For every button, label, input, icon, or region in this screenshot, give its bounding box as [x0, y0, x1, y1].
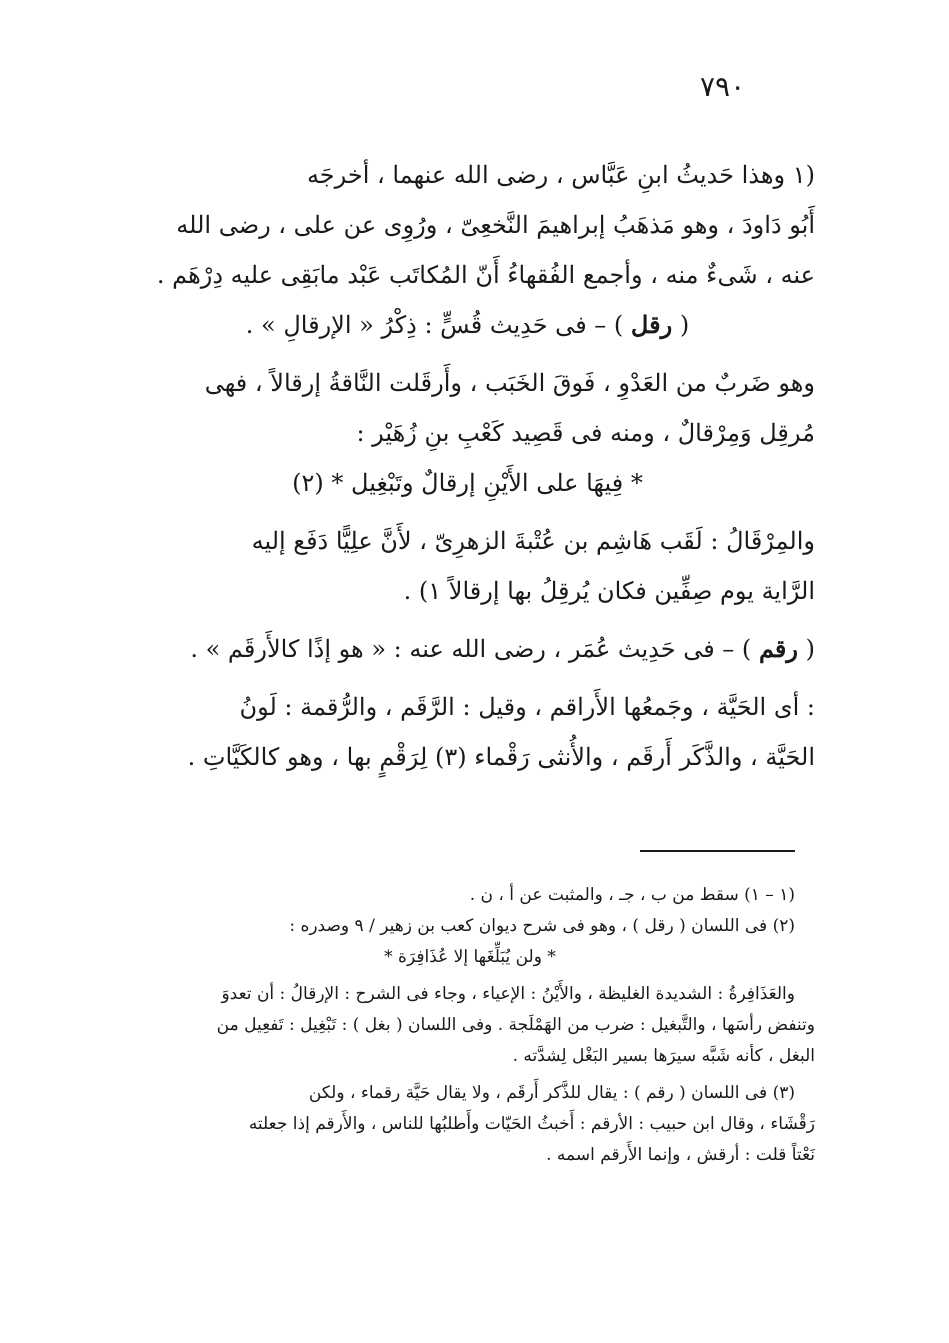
entry-open-paren: ( [679, 311, 690, 339]
footnote-separator [640, 850, 795, 852]
paragraph-line: وهو ضَربٌ من العَدْوِ ، فَوقَ الخَبَب ، وأَرقَلت النَّاقةُ إرقالاً ، فهى [204, 369, 815, 397]
entry-heading-raqm [120, 624, 815, 674]
footnote-1: (١ – ١) سقط من ب ، جـ ، والمثبت عن أ ، ن . [469, 885, 795, 905]
footnotes [125, 880, 815, 1171]
footnote-3-body: نَعْتاً قلت : أرقش ، وإنما الأَرقم اسمه . [546, 1145, 815, 1165]
verse-line: * فِيهَا على الأَيْنِ إرقالٌ وتَبْغِيل * (٢) [292, 469, 643, 497]
paragraph-line: (١ وهذا حَديثُ ابنِ عَبَّاس ، رضى الله عنهما ، أخرجَه [306, 161, 815, 189]
entry-open-paren: ( [805, 635, 815, 663]
entry-heading-text: ) – فى حَدِيث عُمَر ، رضى الله عنه : « هو إذًا كالأَرقَم » . [190, 635, 752, 663]
footnote-2-verse: * ولن يُبَلِّغَها إلا عُذَافِرَة * [384, 947, 556, 967]
page-number: ٧٩٠ [700, 70, 746, 103]
footnote-2-body: والعَذَافِرةُ : الشديدة الغليظة ، والأَيْنُ : الإعياء ، وجاء فى الشرح : الإرقالُ : أن تعدوَ [221, 984, 795, 1004]
paragraph-line: الرَّاية يوم صِفِّين فكان يُرقِلُ بها إرقالاً ١) . [403, 577, 815, 605]
footnote-2-body: البغل ، كأنه شَبَّه سيرَها بسير البَغْل لِشدَّته . [512, 1046, 815, 1066]
paragraph-line: عنه ، شَىءٌ منه ، وأجمع الفُقهاءُ أَنّ المُكاتَب عَبْد مابَقِى عليه دِرْهَم . [156, 261, 815, 289]
paragraph-line: مُرقِل وَمِرْقالٌ ، ومنه فى قَصِيد كَعْبِ بنِ زُهَيْر : [356, 419, 815, 447]
entry-headword: رقل [630, 310, 673, 339]
entry-headword: رقم [758, 634, 798, 663]
paragraph-line: أَبُو دَاودَ ، وهو مَذهَبُ إبراهيمَ النَّخعِىّ ، ورُوِى عن على ، رضى الله [176, 211, 815, 239]
entry-heading-raql [120, 300, 815, 350]
footnote-2-body: وتنفض رأسَها ، والتَّبغيل : ضرب من الهَمْلَجة . وفى اللسان ( بغل ) : تَبْغِيل : تَفعِيل من [216, 1015, 815, 1035]
paragraph-line: : أى الحَيَّة ، وجَمعُها الأَراقم ، وقيل : الرَّقَم ، والرُّقمة : لَونُ [239, 693, 815, 721]
footnote-2: (٢) فى اللسان ( رقل ) ، وهو فى شرح ديوان كعب بن زهير / ٩ وصدره : [289, 916, 795, 936]
entry-heading-text: ) – فى حَدِيث قُسٍّ : ذِكْرُ « الإرقالِ » . [245, 311, 624, 339]
footnote-3: (٣) فى اللسان ( رقم ) : يقال للذَّكر أَرقَم ، ولا يقال حَيَّة رقماء ، ولكن [308, 1083, 795, 1103]
paragraph-line: والمِرْقَالُ : لَقَب هَاشِم بن عُتْبةَ الزهرِىّ ، لأَنَّ علِيًّا دَفَع إليه [251, 527, 815, 555]
paragraph-line: الحَيَّة ، والذَّكَر أَرقَم ، والأُنثى رَقْماء (٣) لِرَقْمٍ بها ، وهو كالكَيَّاتِ . [187, 743, 815, 771]
main-text [120, 150, 815, 782]
footnote-3-body: رَقْشَاء ، وقال ابن حبيب : الأرقم : أَخبثُ الحَيّات وأَطلبُها للناس ، والأَرقم إذا جعلته [248, 1114, 815, 1134]
